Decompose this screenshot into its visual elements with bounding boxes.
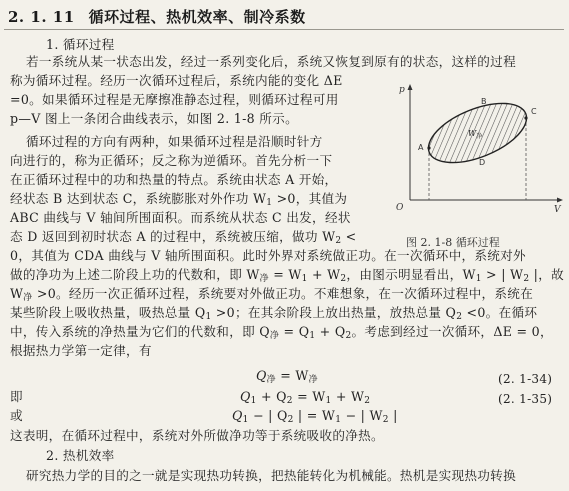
text-line-7: 在正循环过程中的功和热量的特点。系统由状态 A 开始，	[10, 172, 338, 187]
v-axis-label: V	[554, 205, 561, 215]
equation-number-2: (2. 1-35)	[498, 392, 553, 406]
text-line-13: $W_净 >0$。经历一次正循环过程，系统要对外做正功。不难想象，在一次循环过程中，系统在	[10, 286, 534, 303]
word-ji: 即	[10, 389, 23, 404]
text-line-4: p—V 图上一条闭合曲线表示，如图 2. 1-8 所示。	[10, 111, 298, 126]
subheading-efficiency: 2. 热机效率	[46, 448, 115, 463]
point-c-marker	[524, 116, 527, 119]
equation-3: $Q_1$ − | $Q_2$ | = $W_1$ − | $W_2$ |	[232, 408, 398, 425]
text-line-2: 称为循环过程。经历一次循环过程后，系统内能的变化 ΔE	[10, 73, 343, 88]
title-rule	[4, 29, 564, 30]
text-line-6: 向进行的，称为正循环；反之称为逆循环。首先分析一下	[10, 153, 333, 168]
p-axis-label: p	[399, 85, 405, 95]
text-line-15: 中，传入系统的净热量为它们的代数和，即 $Q_净 = Q_1 + Q_2$。考虑到经过一次循环，ΔE = 0，	[10, 324, 553, 341]
label-w: $W_净$	[468, 129, 483, 140]
text-line-10: 态 D 返回到初时状态 A 的过程中，系统被压缩，做功 $W_2$ <	[10, 229, 357, 246]
origin-label: O	[396, 203, 404, 213]
label-c: C	[531, 107, 537, 116]
label-a: A	[418, 143, 424, 152]
equation-2: $Q_1 + Q_2 = W_1 + W_2$	[240, 389, 371, 406]
equation-1: $Q_净 = W_净$	[256, 368, 318, 385]
figure-caption: 图 2. 1-8 循环过程	[406, 236, 500, 249]
text-line-11: 0，其值为 CDA 曲线与 V 轴所围面积。此时外界对系统做正功。在一次循环中，系统对外	[10, 248, 526, 263]
section-title-text: 循环过程、热机效率、制冷系数	[88, 8, 306, 26]
section-number: 2. 1. 11	[8, 8, 75, 26]
label-d: D	[479, 158, 486, 167]
text-line-16: 根据热力学第一定律，有	[10, 343, 152, 358]
text-line-20: 这表明，在循环过程中，系统对外所做净功等于系统吸收的净热。	[10, 428, 384, 443]
equation-number-1: (2. 1-34)	[498, 372, 553, 386]
text-line-1: 若一系统从某一状态出发，经过一系列变化后，系统又恢复到原有的状态，这样的过程	[26, 54, 516, 69]
text-line-3: =0。如果循环过程是无摩擦准静态过程，则循环过程可用	[10, 92, 339, 107]
text-line-8: 经状态 B 达到状态 C，系统膨胀对外作功 $W_1 >0$，其值为	[10, 191, 348, 208]
p-axis-arrow	[408, 84, 413, 90]
text-line-12: 做的净功为上述二阶段上功的代数和，即 $W_净 = W_1 + W_2$，由图示明显看出，$W_1$ > | $W_2$ |，故	[10, 267, 564, 284]
text-line-22: 研究热力学的目的之一就是实现热功转换，把热能转化为机械能。热机是实现热功转换	[26, 468, 516, 483]
text-line-9: ABC 曲线与 V 轴间所围面积。而系统从状态 C 出发，经状	[10, 210, 351, 225]
point-a-marker	[427, 146, 430, 149]
cycle-diagram	[388, 82, 566, 232]
section-title	[8, 6, 306, 27]
subheading-cycle: 1. 循环过程	[46, 37, 115, 52]
label-b: B	[481, 97, 487, 106]
text-line-5: 循环过程的方向有两种，如果循环过程是沿顺时针方	[26, 134, 323, 149]
word-huo: 或	[10, 408, 23, 423]
text-line-14: 某些阶段上吸收热量，吸热总量 $Q_1 >0$；在其余阶段上放出热量，放热总量 $Q_2 <0$。在循环	[10, 305, 538, 322]
v-axis-arrow	[557, 198, 563, 203]
